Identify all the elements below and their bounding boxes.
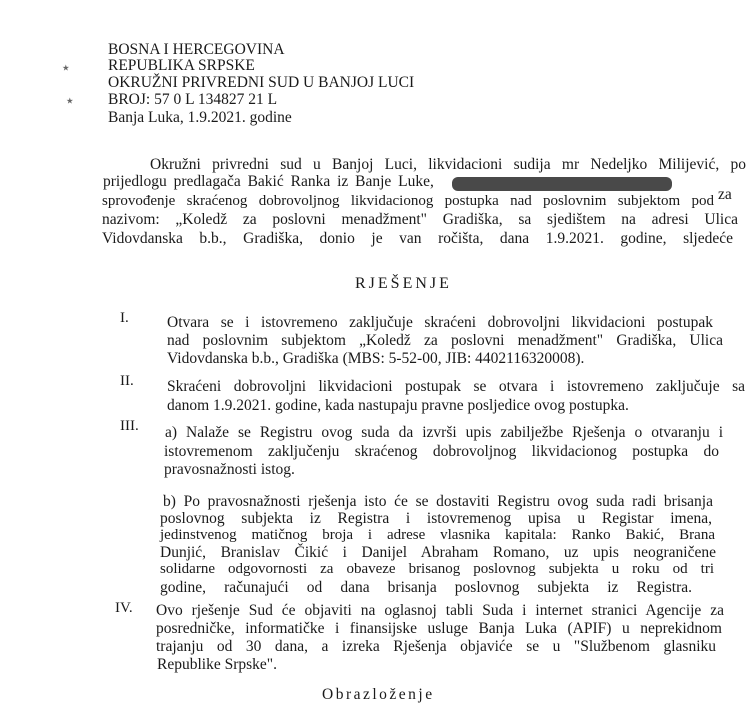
intro-line-2: prijedlogu predlagača Bakić Ranka iz Banje Luke, — [103, 173, 434, 190]
section-iii-b-line-1: b) Po pravosnažnosti rješenja isto će se dostaviti Registru ovog suda radi brisanja — [163, 493, 713, 510]
section-iii-b-line-3: jedinstvenog matičnog broja i adrese vlasnika kapitala: Ranko Bakić, Brana — [160, 527, 715, 543]
intro-line-1: Okružni privredni sud u Banjoj Luci, likvidacioni sudija mr Nedeljko Milijević, po — [150, 156, 746, 173]
header-court: OKRUŽNI PRIVREDNI SUD U BANJOJ LUCI — [108, 74, 415, 91]
redacted-address — [452, 177, 672, 191]
section-iv-line-3: trajanju od 30 dana, a izreka Rješenja objaviće se u "Službenom glasniku — [156, 638, 716, 655]
intro-line-2-end: za — [718, 186, 732, 203]
section-iv-number: IV. — [115, 600, 133, 616]
intro-line-5: Vidovdanska b.b., Gradiška, donio je van ročišta, dana 1.9.2021. godine, sljedeće — [102, 230, 733, 247]
intro-line-4: nazivom: „Koledž za poslovni menadžment" Gradiška, sa sjedištem na adresi Ulica — [102, 211, 738, 228]
section-i-number: I. — [120, 310, 129, 326]
intro-line-3: sprovođenje skraćenog dobrovoljnog likvidacionog postupka nad poslovnim subjektom pod — [102, 193, 714, 209]
header-country: BOSNA I HERCEGOVINA — [108, 41, 285, 58]
section-i-line-1: Otvara se i istovremeno zaključuje skraćeni dobrovoljni likvidacioni postupak — [167, 314, 713, 331]
section-i-line-3: Vidovdanska b.b., Gradiška (MBS: 5-52-00, JIB: 4402116320008). — [167, 350, 585, 367]
section-iii-a-line-2: istovremenom zaključenju skraćenog dobrovoljnog likvidacionog postupka do — [164, 443, 719, 460]
section-iii-b-line-4: Dunjić, Branislav Čikić i Danijel Abraham Romano, uz upis neograničene — [160, 544, 716, 561]
reasoning-heading: Obrazloženje — [322, 686, 435, 703]
section-i-line-2: nad poslovnim subjektom „Koledž za poslovni menadžment" Gradiška, Ulica — [167, 332, 723, 349]
section-iii-a-line-1: a) Nalaže se Registru ovog suda da izvrši upis zabilježbe Rješenja o otvaranju i — [165, 424, 723, 441]
header-place-date: Banja Luka, 1.9.2021. godine — [108, 109, 292, 126]
section-iv-line-2: posredničke, informatičke i finansijske usluge Banja Luka (APIF) u neprekidnom — [156, 620, 722, 637]
decision-title: RJEŠENJE — [355, 275, 452, 292]
section-iii-b-line-5: solidarne odgovornosti za obaveze brisanog poslovnog subjekta u roku od tri — [160, 561, 714, 577]
section-iv-line-1: Ovo rješenje Sud će objaviti na oglasnoj tabli Suda i internet stranici Agencije za — [156, 602, 724, 619]
section-iii-number: III. — [120, 418, 139, 434]
section-iii-b-line-2: poslovnog subjekta iz Registra i istovremenog upisa u Registar imena, — [160, 510, 712, 527]
section-ii-line-2: danom 1.9.2021. godine, kada nastupaju pravne posljedice ovog postupka. — [167, 397, 629, 414]
header-republic: REPUBLIKA SRPSKE — [108, 57, 255, 74]
scan-mark: ٭ — [66, 94, 74, 109]
section-ii-line-1: Skraćeni dobrovoljni likvidacioni postupak se otvara i istovremeno zaključuje sa — [167, 378, 745, 395]
header-case-number: BROJ: 57 0 L 134827 21 L — [108, 91, 278, 108]
scan-mark: ٭ — [62, 61, 70, 76]
section-iv-line-4: Republike Srpske". — [157, 656, 277, 673]
section-iii-a-line-3: pravosnažnosti istog. — [164, 461, 295, 478]
section-iii-b-line-6: godine, računajući od dana brisanja poslovnog subjekta iz Registra. — [160, 579, 692, 596]
section-ii-number: II. — [120, 373, 134, 389]
